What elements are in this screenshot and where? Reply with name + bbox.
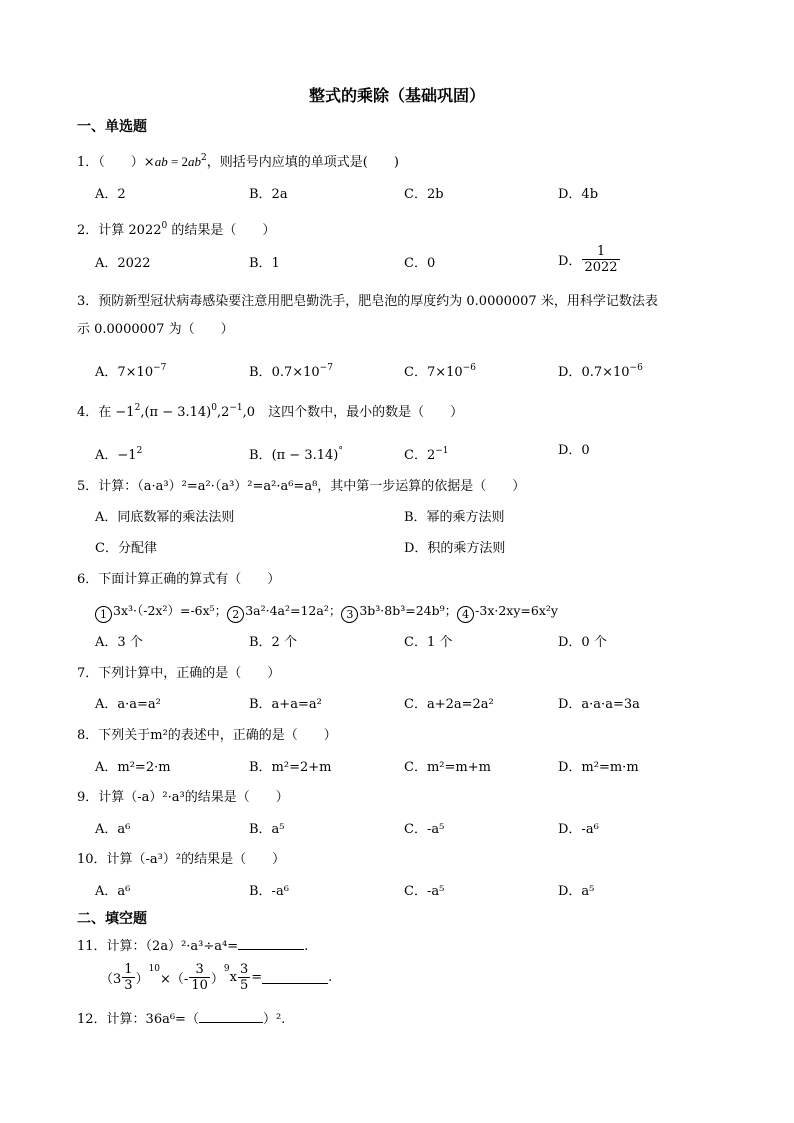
q4-option-b[interactable]	[249, 443, 343, 464]
circled-number-1: 1	[95, 606, 112, 623]
q7-option-b[interactable]: B．a+a=a²	[249, 697, 322, 712]
q10-option-c[interactable]: C．-a⁵	[404, 884, 445, 899]
q8-option-c[interactable]: C．m²=m+m	[404, 760, 491, 775]
q4-option-c[interactable]	[404, 443, 449, 464]
q7-option-a[interactable]: A．a·a=a²	[95, 697, 161, 712]
q2-option-a[interactable]: A．2022	[95, 256, 151, 271]
q11-paren-open: （3	[100, 972, 122, 987]
q8-option-d[interactable]: D．m²=m·m	[558, 760, 639, 775]
q10-option-a[interactable]: A．a⁶	[95, 884, 131, 899]
section-heading-fill-in: 二、填空题	[77, 911, 147, 927]
q11-end-1: .	[304, 939, 309, 954]
q4-c-base: 2	[426, 448, 436, 463]
q4-c-exp: −1	[435, 446, 449, 456]
section-heading-single-choice: 一、单选题	[77, 119, 147, 135]
circled-number-4: 4	[457, 606, 474, 623]
q1-number: 1．	[77, 155, 99, 170]
q2-stem-pre: 2．计算 2022	[77, 223, 162, 238]
q2-option-d-numerator: 1	[582, 244, 619, 260]
question-12-line	[77, 1010, 285, 1028]
q4-post: 这四个数中，最小的数是（ ）	[255, 405, 464, 420]
q3-a-base: 7×10	[117, 365, 154, 380]
question-5-stem: 5．计算：（a·a³）²=a²·（a³）²=a²·a⁶=a⁸，其中第一步运算的依据是（ ）	[77, 479, 526, 494]
q3-b-base: 0.7×10	[271, 365, 320, 380]
q6-expr-2: 3a²·4a²=12a²；	[245, 603, 342, 618]
q2-exp: 0	[161, 221, 168, 231]
q4-m2-exp: 0	[211, 403, 217, 413]
q12-pre: 12．计算：36a⁶=（	[77, 1012, 199, 1027]
q1-option-d[interactable]: D．4b	[558, 187, 599, 202]
q11-f1-numerator: 3	[189, 962, 210, 978]
q12-answer-blank[interactable]	[199, 1010, 263, 1023]
q11-f1-denominator: 10	[191, 978, 208, 993]
circled-number-3: 3	[341, 606, 358, 623]
q11-expression-1: 11．计算：（2a）²·a³÷a⁴=	[77, 939, 239, 954]
question-4-stem	[77, 400, 463, 421]
q11-paren-close: ）	[135, 972, 149, 987]
q4-option-d[interactable]: D．0	[558, 443, 590, 458]
q11-exp-9: 9	[223, 964, 230, 974]
q2-stem-post: 的结果是（ ）	[167, 223, 276, 238]
question-9-stem: 9．计算（-a）²·a³的结果是（ ）	[77, 790, 289, 805]
q1-times: ×	[143, 155, 155, 170]
q4-c-label: C．	[404, 448, 427, 463]
q9-option-b[interactable]: B．a⁵	[249, 822, 285, 837]
q3-b-exp: −7	[319, 363, 333, 373]
q11-mixed-fraction	[122, 962, 134, 993]
q4-b-exp: °	[338, 446, 343, 456]
question-2-stem	[77, 218, 275, 239]
q1-lhs: ab	[154, 154, 168, 169]
q2-option-c[interactable]: C．0	[404, 256, 436, 271]
q6-expressions	[95, 603, 558, 623]
question-1-stem	[77, 150, 399, 171]
q10-option-b[interactable]: B．-a⁶	[249, 884, 289, 899]
q9-option-c[interactable]: C．-a⁵	[404, 822, 445, 837]
question-7-stem: 7．下列计算中，正确的是（ ）	[77, 666, 281, 681]
q4-a-label: A．	[95, 448, 118, 463]
q4-b-base: (π − 3.14)	[271, 448, 339, 463]
q11-eq: =	[251, 970, 263, 985]
q11-x: x	[229, 970, 237, 985]
q1-option-c[interactable]: C．2b	[404, 187, 444, 202]
q11-exp-10: 10	[148, 964, 161, 974]
q2-option-d[interactable]	[558, 244, 621, 275]
q2-option-d-denominator: 2022	[584, 260, 618, 275]
q7-option-c[interactable]: C．a+2a=2a²	[404, 697, 494, 712]
q5-option-c[interactable]: C．分配律	[95, 541, 157, 556]
q11-mixed-numerator: 1	[124, 962, 133, 977]
q3-option-b[interactable]	[249, 360, 333, 381]
q3-option-a[interactable]	[95, 360, 166, 381]
q5-option-d[interactable]: D．积的乘方法则	[404, 541, 506, 556]
q3-a-exp: −7	[153, 363, 167, 373]
q11-f2-numerator: 3	[239, 962, 249, 977]
q6-option-c[interactable]: C．1 个	[404, 635, 453, 650]
q4-m4: ,0	[242, 405, 256, 420]
q6-expr-3: 3b³·8b³=24b⁹；	[359, 603, 458, 618]
q3-option-c[interactable]	[404, 360, 476, 381]
q4-m3: ,2	[216, 405, 230, 420]
q11-fraction-2	[238, 962, 250, 993]
q4-b-label: B．	[249, 448, 272, 463]
q6-option-b[interactable]: B．2 个	[249, 635, 297, 650]
question-11-line-2	[100, 962, 332, 993]
q3-c-exp: −6	[462, 363, 476, 373]
question-8-stem: 8．下列关于m²的表述中，正确的是（ ）	[77, 728, 337, 743]
question-3-stem-line-1: 3．预防新型冠状病毒感染要注意用肥皂勤洗手，肥皂泡的厚度约为 0.0000007 米，用科学记数法表	[77, 294, 658, 309]
q3-c-base: 7×10	[426, 365, 463, 380]
q3-d-label: D．	[558, 365, 582, 380]
q8-option-b[interactable]: B．m²=2+m	[249, 760, 332, 775]
q2-option-d-label: D．	[558, 254, 582, 269]
q9-option-d[interactable]: D．-a⁶	[558, 822, 599, 837]
q4-option-a[interactable]	[95, 443, 142, 464]
q11-times: ×（-	[160, 972, 189, 987]
q3-c-label: C．	[404, 365, 427, 380]
q1-exp: 2	[201, 153, 207, 163]
question-11-line-1	[77, 937, 308, 955]
q11-answer-blank-1[interactable]	[238, 937, 304, 950]
q6-option-d[interactable]: D．0 个	[558, 635, 607, 650]
question-3-stem-line-2: 示 0.0000007 为（ ）	[77, 322, 234, 337]
q4-m1: −1	[115, 405, 135, 420]
q2-option-d-fraction	[582, 244, 619, 275]
q7-option-d[interactable]: D．a·a·a=3a	[558, 697, 640, 712]
question-6-stem: 6．下面计算正确的算式有（ ）	[77, 572, 281, 587]
q6-expr-4: -3x·2xy=6x²y	[475, 603, 558, 618]
q5-option-b[interactable]: B．幂的乘方法则	[404, 510, 505, 525]
question-10-stem: 10．计算（-a³）²的结果是（ ）	[77, 852, 286, 867]
q2-option-b[interactable]: B．1	[249, 256, 280, 271]
q4-pre: 4．在	[77, 405, 116, 420]
q6-expr-1: 3x³·（-2x²）=-6x⁵；	[113, 603, 228, 618]
q4-a-exp: 2	[136, 446, 143, 456]
circled-number-2: 2	[227, 606, 244, 623]
q3-a-label: A．	[95, 365, 118, 380]
q5-option-a[interactable]: A．同底数幂的乘法法则	[95, 510, 235, 525]
q3-d-exp: −6	[629, 363, 643, 373]
q4-m2: ,(π − 3.14)	[140, 405, 212, 420]
q11-answer-blank-2[interactable]	[262, 971, 328, 984]
q1-paren-blank: （ ）	[98, 155, 144, 170]
q4-a-base: −1	[117, 448, 137, 463]
q1-tail: ，则括号内应填的单项式是( )	[206, 155, 399, 170]
q11-end-2: .	[328, 970, 333, 985]
q1-option-a[interactable]: A．2	[95, 187, 126, 202]
q3-d-base: 0.7×10	[581, 365, 630, 380]
q10-option-d[interactable]: D．a⁵	[558, 884, 595, 899]
q9-option-a[interactable]: A．a⁶	[95, 822, 131, 837]
page-title: 整式的乘除（基础巩固）	[308, 86, 485, 105]
q11-paren2-close: ）	[210, 972, 224, 987]
q4-m3-exp: −1	[229, 403, 243, 413]
q1-option-b[interactable]: B．2a	[249, 187, 288, 202]
q4-m1-exp: 2	[134, 403, 141, 413]
q11-f2-denominator: 5	[239, 978, 249, 993]
q11-fraction-1	[189, 962, 210, 993]
q8-option-a[interactable]: A．m²=2·m	[95, 760, 171, 775]
q12-post: ）².	[262, 1012, 286, 1027]
q11-mixed-denominator: 3	[124, 978, 133, 993]
q3-b-label: B．	[249, 365, 272, 380]
q1-rhs: ab	[188, 154, 202, 169]
q6-option-a[interactable]: A．3 个	[95, 635, 143, 650]
q1-eq: = 2	[167, 154, 189, 169]
q3-option-d[interactable]	[558, 360, 643, 381]
